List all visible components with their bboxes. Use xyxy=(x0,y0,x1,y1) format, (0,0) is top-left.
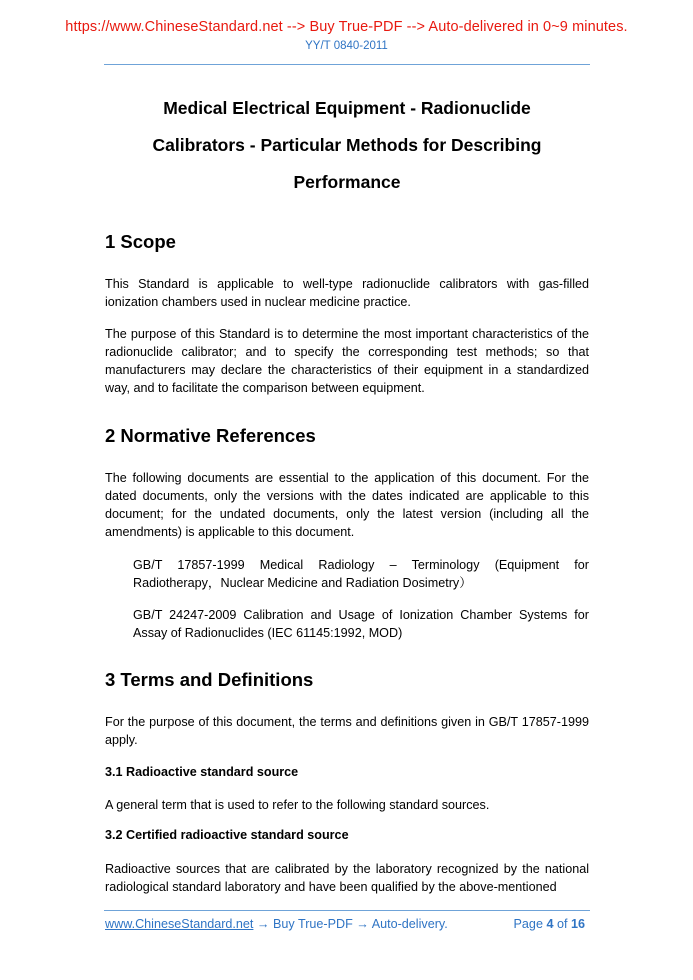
standard-code: YY/T 0840-2011 xyxy=(305,40,388,52)
term-3-2-text: Radioactive sources that are calibrated by the laboratory recognized by the national radiological standard laboratory and have been qualified by the above-mentioned xyxy=(105,862,589,894)
top-banner-link[interactable]: https://www.ChineseStandard.net --> Buy True-PDF --> Auto-delivered in 0~9 minutes. xyxy=(65,19,628,35)
page-indicator xyxy=(514,917,585,931)
term-3-1-text: A general term that is used to refer to the following standard sources. xyxy=(105,798,490,812)
section-2-heading: 2 Normative References xyxy=(105,425,316,446)
page-number: 4 xyxy=(546,917,554,931)
references-paragraph: The following documents are essential to the application of this document. For the dated documents, only the versions with the dates indicated are applicable to this document; for the undated documents, only the latest version (including all the amendments) is applicable to this document. xyxy=(105,471,589,539)
reference-item: GB/T 17857-1999 Medical Radiology – Terminology (Equipment for Radiotherapy，Nuclear Medicine and Radiation Dosimetry） xyxy=(133,558,589,590)
footer-divider xyxy=(104,910,590,911)
section-3-heading: 3 Terms and Definitions xyxy=(105,669,314,690)
document-title xyxy=(105,90,589,201)
footer-site-link[interactable]: www.ChineseStandard.net xyxy=(105,917,254,931)
scope-paragraph-1: This Standard is applicable to well-type radionuclide calibrators with gas-filled ionization chambers used in nuclear medicine practice. xyxy=(105,277,589,309)
title-line-1: Medical Electrical Equipment - Radionuclide xyxy=(163,98,531,118)
title-line-3: Performance xyxy=(293,172,401,192)
page-label: Page xyxy=(513,917,543,931)
term-3-2-heading: 3.2 Certified radioactive standard source xyxy=(105,828,349,842)
terms-paragraph: For the purpose of this document, the terms and definitions given in GB/T 17857-1999 apply. xyxy=(105,715,589,747)
of-label: of xyxy=(556,917,568,931)
page-total: 16 xyxy=(570,917,585,931)
footer-link[interactable] xyxy=(105,917,448,931)
title-line-2: Calibrators - Particular Methods for Describing xyxy=(152,135,542,155)
reference-item: GB/T 24247-2009 Calibration and Usage of Ionization Chamber Systems for Assay of Radionuclides (IEC 61145:1992, MOD) xyxy=(133,608,589,640)
section-1-heading: 1 Scope xyxy=(105,231,176,252)
footer-link-tail: → Buy True-PDF → Auto-delivery. xyxy=(253,917,448,931)
scope-paragraph-2: The purpose of this Standard is to determine the most important characteristics of the radionuclide calibrator; and to specify the corresponding test methods; so that manufacturers may declare the characteristics of their equipment in a standardized way, and to facilitate the comparison between equipment. xyxy=(105,327,589,395)
header-divider xyxy=(104,64,590,65)
term-3-1-heading: 3.1 Radioactive standard source xyxy=(105,765,299,779)
